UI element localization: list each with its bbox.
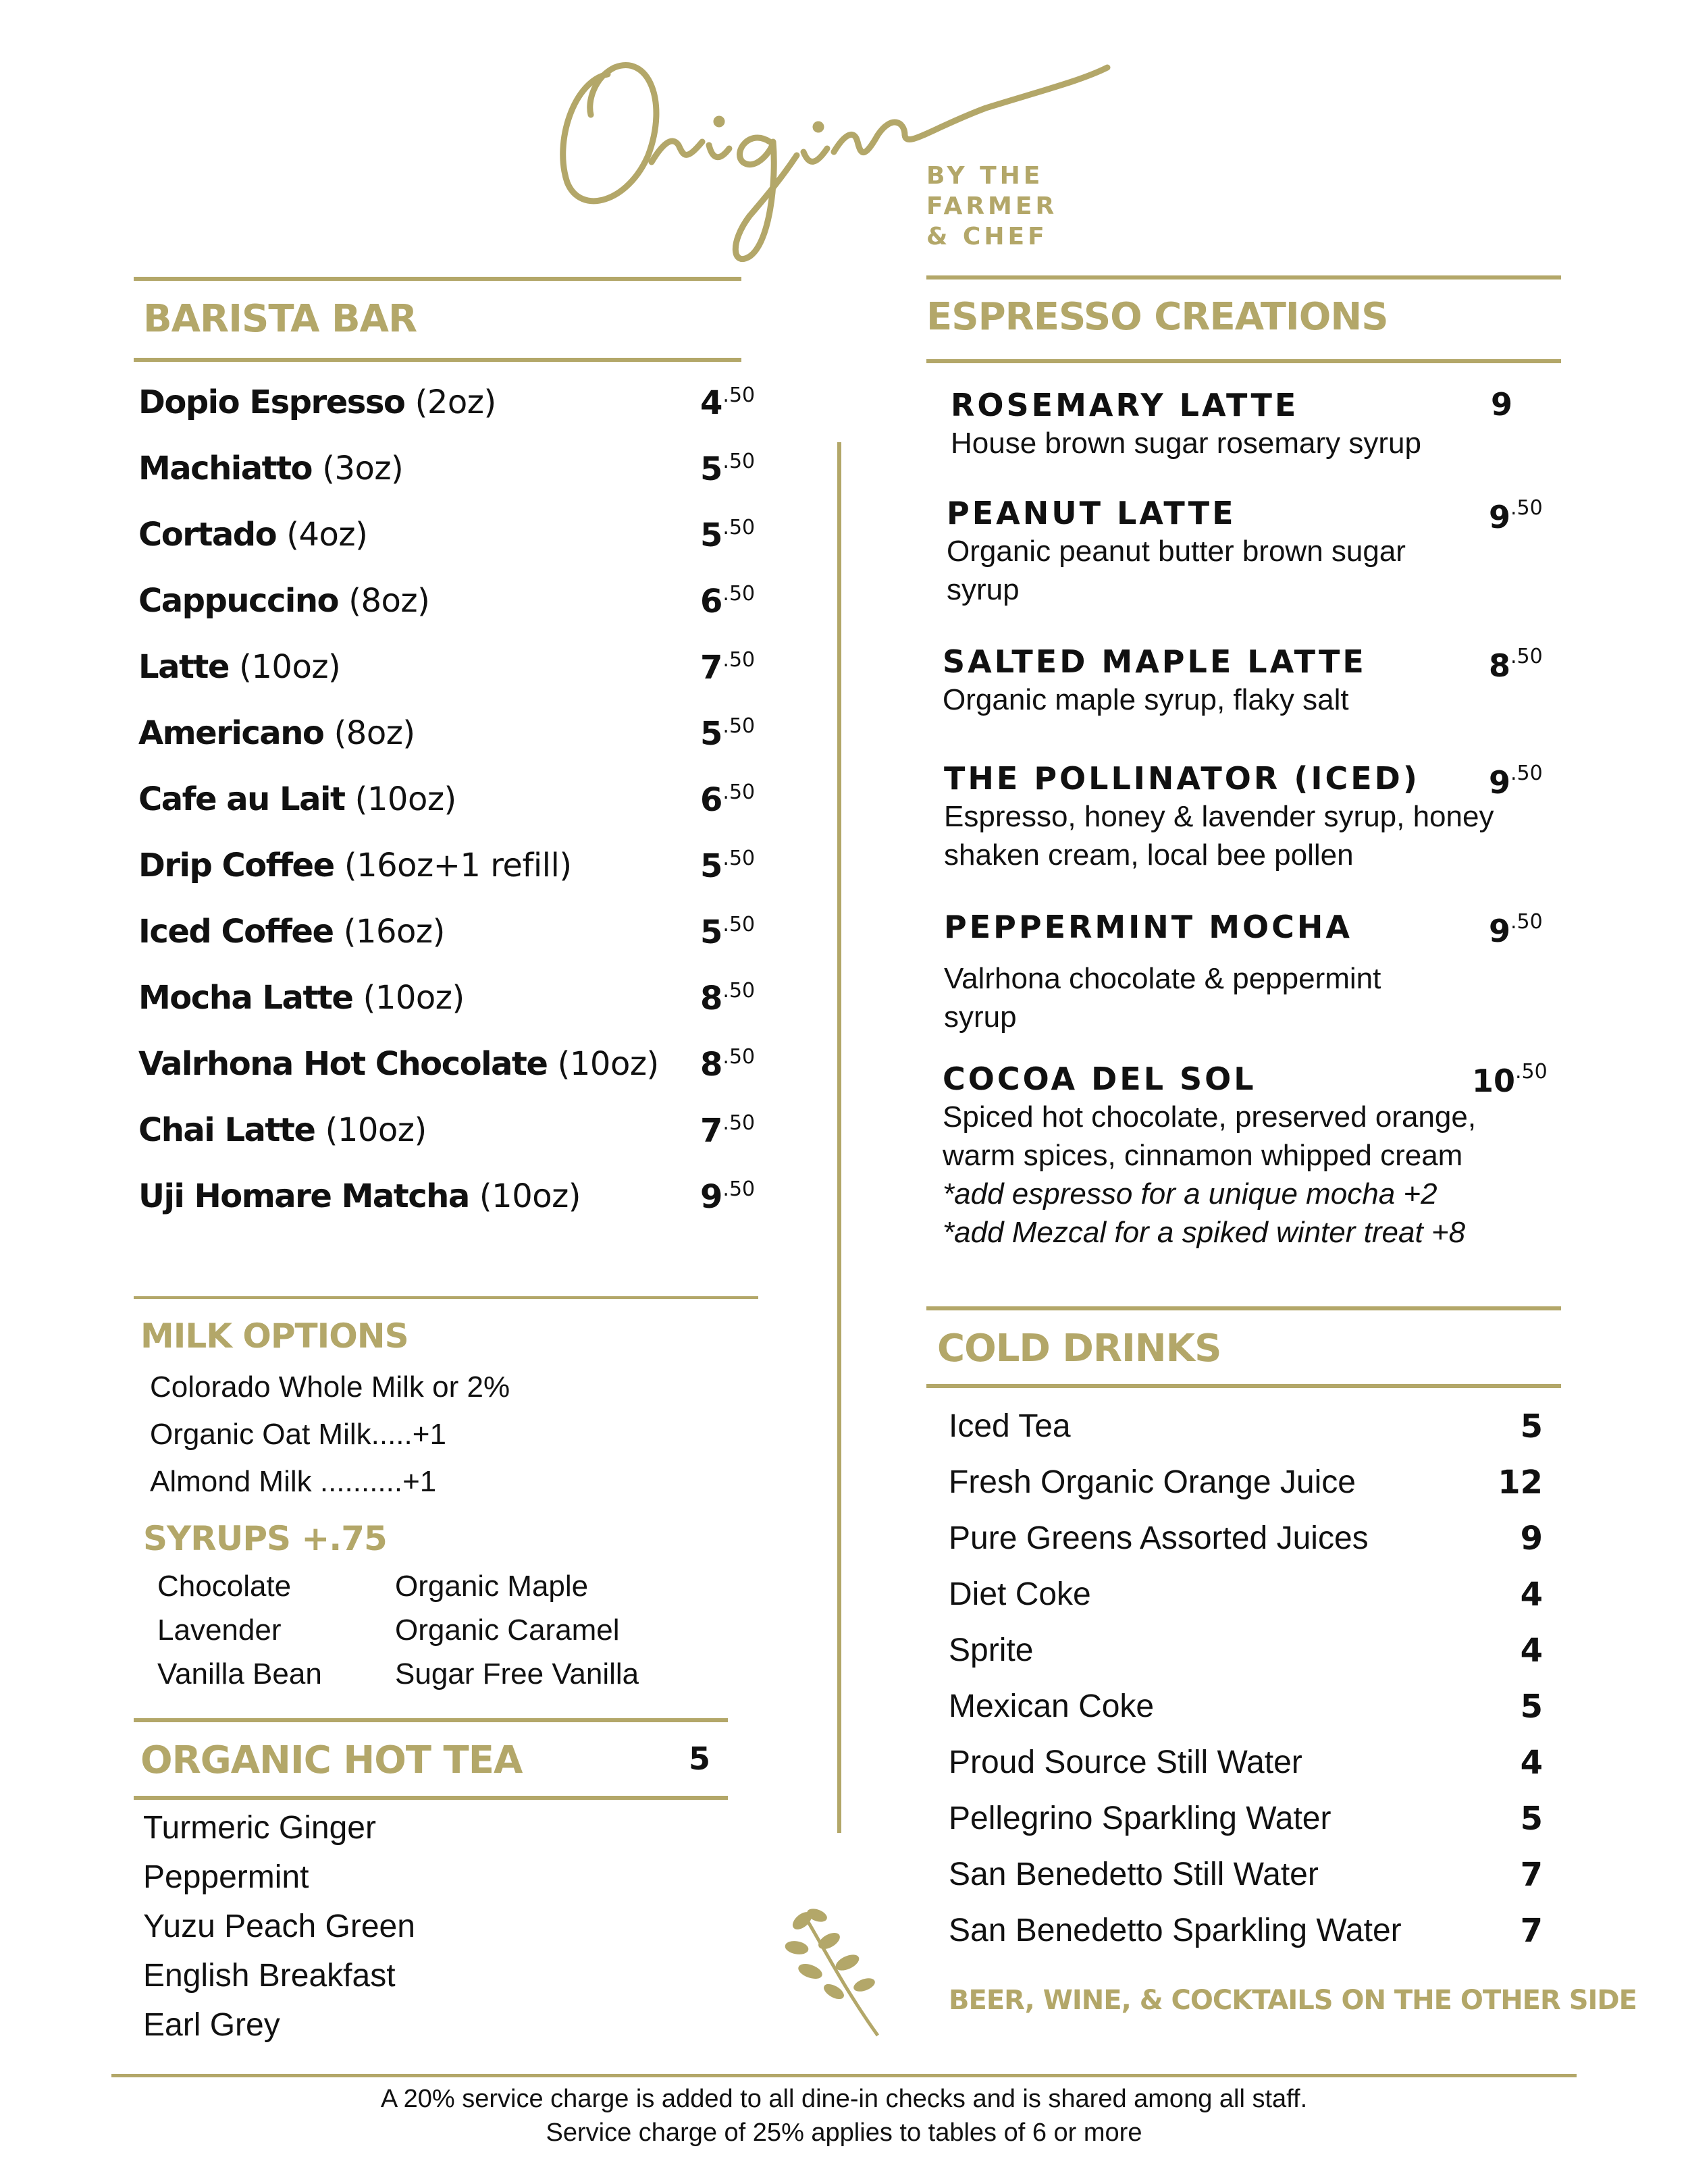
item-size: (16oz): [343, 913, 445, 951]
item-title: Drip Coffee: [138, 847, 334, 884]
espresso-item-desc: shaken cream, local bee pollen: [944, 838, 1354, 872]
barista-item: [138, 383, 766, 444]
barista-item-price: [700, 847, 755, 885]
price-dollars: 7: [700, 1112, 723, 1150]
item-size: (10oz): [239, 648, 341, 686]
item-title: Cafe au Lait: [138, 780, 345, 818]
cold-drink-item: [949, 1688, 1543, 1742]
barista-item: [138, 450, 766, 510]
milk-item: Almond Milk ..........+1: [150, 1465, 437, 1498]
item-title: Chai Latte: [138, 1111, 315, 1149]
price-cents: .50: [1515, 1060, 1548, 1084]
espresso-item-desc: warm spices, cinnamon whipped cream: [943, 1139, 1463, 1172]
barista-item: [138, 979, 766, 1040]
tea-item: Earl Grey: [143, 2007, 280, 2043]
cold-drink-price: 5: [1520, 1408, 1543, 1445]
espresso-item-note: *add Mezcal for a spiked winter treat +8: [943, 1216, 1466, 1249]
espresso-item: [944, 760, 1552, 874]
item-size: (10oz): [325, 1111, 427, 1149]
barista-item: [138, 582, 766, 643]
barista-item-name: [138, 450, 403, 487]
price-dollars: 9: [1489, 764, 1511, 801]
price-dollars: 9: [1489, 913, 1511, 949]
espresso-item-desc: syrup: [947, 573, 1020, 606]
espresso-item: [947, 494, 1554, 609]
price-cents: .50: [1510, 496, 1543, 520]
espresso-item-desc: Spiced hot chocolate, preserved orange,: [943, 1100, 1477, 1134]
barista-item: [138, 913, 766, 974]
espresso-item-desc: Espresso, honey & lavender syrup, honey: [944, 800, 1494, 833]
cold-drink-name: Pure Greens Assorted Juices: [949, 1520, 1369, 1556]
tea-top-rule: [134, 1718, 728, 1722]
barista-item-price: [700, 979, 755, 1017]
espresso-item: [943, 1060, 1550, 1252]
barista-item: [138, 780, 766, 841]
espresso-item-price: [1472, 1060, 1548, 1099]
espresso-item-price: [1491, 386, 1512, 423]
syrup-item: Organic Caramel: [395, 1614, 620, 1647]
item-title: Americano: [138, 714, 324, 752]
cold-drink-item: [949, 1632, 1543, 1686]
barista-bar-title: BARISTA BAR: [143, 297, 417, 341]
hot-tea-title: ORGANIC HOT TEA: [140, 1738, 523, 1782]
cold-drink-item: [949, 1744, 1543, 1798]
cold-drink-name: Pellegrino Sparkling Water: [949, 1801, 1331, 1836]
cold-drink-name: Sprite: [949, 1632, 1034, 1668]
price-dollars: 4: [700, 384, 723, 422]
price-cents: .50: [722, 383, 756, 407]
cold-drink-item: [949, 1576, 1543, 1630]
logo-tagline: [926, 161, 1057, 252]
barista-item: [138, 516, 766, 577]
cold-drink-name: Fresh Organic Orange Juice: [949, 1464, 1356, 1500]
center-divider: [837, 442, 841, 1833]
espresso-item-desc: syrup: [944, 1001, 1017, 1034]
barista-item-price: [700, 383, 755, 422]
espresso-item-price: [1489, 910, 1543, 949]
price-cents: .50: [722, 979, 756, 1003]
syrup-item: Lavender: [157, 1614, 282, 1647]
price-dollars: 9: [700, 1178, 723, 1216]
barista-item: [138, 847, 766, 907]
tagline-line: BY THE: [926, 162, 1044, 190]
cold-drink-name: San Benedetto Sparkling Water: [949, 1913, 1402, 1948]
price-cents: .50: [1510, 762, 1543, 785]
barista-item-name: [138, 714, 415, 752]
item-size: (16oz+1 refill): [344, 847, 572, 884]
barista-item-name: [138, 582, 429, 620]
cold-drink-name: Diet Coke: [949, 1576, 1091, 1612]
price-cents: .50: [722, 1111, 756, 1135]
cold-drink-price: 7: [1520, 1856, 1543, 1894]
price-dollars: 8: [1489, 647, 1511, 684]
espresso-item-name: ROSEMARY LATTE: [951, 387, 1299, 423]
cold-drink-item: [949, 1912, 1543, 1966]
milk-item: Colorado Whole Milk or 2%: [150, 1370, 510, 1404]
tagline-line: & CHEF: [926, 223, 1048, 250]
price-dollars: 6: [700, 781, 723, 819]
cold-drink-name: San Benedetto Still Water: [949, 1857, 1319, 1892]
footer-service-charge: A 20% service charge is added to all dine-in checks and is shared among all staff.: [380, 2085, 1308, 2113]
syrup-item: Organic Maple: [395, 1570, 589, 1603]
barista-item-name: [138, 383, 496, 421]
hot-tea-price: 5: [689, 1740, 711, 1777]
price-cents: .50: [722, 1045, 756, 1069]
item-size: (8oz): [334, 714, 415, 752]
cold-drink-item: [949, 1800, 1543, 1854]
espresso-item-desc: House brown sugar rosemary syrup: [951, 427, 1421, 460]
barista-item-price: [700, 516, 755, 554]
item-title: Cappuccino: [138, 582, 339, 620]
cold-drink-name: Mexican Coke: [949, 1688, 1155, 1724]
price-cents: .50: [1510, 910, 1543, 934]
cold-drink-price: 12: [1498, 1464, 1543, 1501]
barista-item-price: [700, 714, 755, 753]
footer-large-party: Service charge of 25% applies to tables of 6 or more: [546, 2119, 1142, 2147]
barista-item-price: [700, 582, 755, 620]
price-cents: .50: [722, 780, 756, 804]
espresso-item-desc: Valrhona chocolate & peppermint: [944, 962, 1381, 995]
item-title: Dopio Espresso: [138, 383, 405, 421]
price-cents: .50: [722, 582, 756, 606]
espresso-item-desc: Organic maple syrup, flaky salt: [943, 683, 1349, 716]
barista-item: [138, 1045, 766, 1106]
logo-script-text: Origin: [527, 27, 529, 28]
barista-item-price: [700, 780, 755, 819]
barista-item-price: [700, 1111, 755, 1150]
barista-item: [138, 648, 766, 709]
item-title: Mocha Latte: [138, 979, 353, 1017]
barista-item-name: [138, 516, 367, 554]
cold-drink-price: 4: [1520, 1576, 1543, 1614]
price-dollars: 6: [700, 583, 723, 620]
price-cents: .50: [722, 648, 756, 672]
cold-drink-price: 5: [1520, 1800, 1543, 1838]
tea-item: Yuzu Peach Green: [143, 1909, 415, 1944]
price-cents: .50: [722, 516, 756, 539]
barista-item-name: [138, 780, 456, 818]
espresso-item-note: *add espresso for a unique mocha +2: [943, 1177, 1438, 1210]
price-dollars: 9: [1491, 386, 1513, 423]
price-dollars: 5: [700, 847, 723, 885]
barista-item-price: [700, 913, 755, 951]
espresso-item-name: PEANUT LATTE: [947, 495, 1236, 531]
espresso-item: [944, 908, 1552, 1036]
barista-item: [138, 714, 766, 775]
espresso-item: [943, 643, 1550, 719]
barista-item-name: [138, 979, 465, 1017]
milk-top-rule: [134, 1296, 758, 1299]
cold-drink-price: 4: [1520, 1744, 1543, 1782]
milk-options-title: MILK OPTIONS: [140, 1316, 408, 1356]
item-title: Uji Homare Matcha: [138, 1177, 469, 1215]
price-cents: .50: [722, 847, 756, 870]
price-dollars: 8: [700, 980, 723, 1017]
cold-drinks-title: COLD DRINKS: [937, 1327, 1221, 1370]
item-title: Iced Coffee: [138, 913, 334, 951]
espresso-item-desc: Organic peanut butter brown sugar: [947, 535, 1406, 568]
barista-item-price: [700, 1177, 755, 1216]
cold-drink-name: Iced Tea: [949, 1408, 1071, 1444]
syrups-title: SYRUPS +.75: [143, 1519, 387, 1558]
price-dollars: 5: [700, 715, 723, 753]
price-dollars: 5: [700, 913, 723, 951]
footer-rule: [111, 2074, 1577, 2077]
barista-item-price: [700, 648, 755, 687]
syrup-item: Chocolate: [157, 1570, 292, 1603]
tea-item: Turmeric Ginger: [143, 1810, 376, 1846]
syrup-item: Vanilla Bean: [157, 1657, 322, 1690]
espresso-item-price: [1489, 645, 1543, 684]
cold-top-rule: [926, 1306, 1561, 1310]
cold-drink-price: 7: [1520, 1912, 1543, 1950]
price-cents: .50: [722, 1177, 756, 1201]
espresso-item-name: COCOA DEL SOL: [943, 1061, 1257, 1097]
item-size: (4oz): [286, 516, 368, 554]
cold-drink-price: 5: [1520, 1688, 1543, 1726]
tea-bottom-rule: [134, 1796, 728, 1800]
price-dollars: 8: [700, 1046, 723, 1084]
barista-item-name: [138, 1045, 659, 1083]
price-dollars: 5: [700, 450, 723, 488]
tea-item: English Breakfast: [143, 1958, 396, 1994]
price-dollars: 10: [1472, 1063, 1516, 1099]
barista-item: [138, 1111, 766, 1172]
cold-drink-price: 4: [1520, 1632, 1543, 1670]
syrup-item: Sugar Free Vanilla: [395, 1657, 639, 1690]
espresso-creations-title: ESPRESSO CREATIONS: [926, 295, 1388, 339]
cold-drink-item: [949, 1464, 1543, 1518]
espresso-item-name: THE POLLINATOR (ICED): [944, 760, 1420, 797]
cold-bottom-rule: [926, 1384, 1561, 1388]
price-dollars: 9: [1489, 499, 1511, 535]
price-dollars: 5: [700, 516, 723, 554]
sprig-illustration: [776, 1900, 891, 2042]
barista-item-price: [700, 450, 755, 488]
espresso-bottom-rule: [926, 359, 1561, 363]
item-size: (2oz): [415, 383, 496, 421]
barista-item-name: [138, 913, 445, 951]
espresso-item-price: [1489, 762, 1543, 801]
item-size: (10oz): [557, 1045, 659, 1083]
item-title: Valrhona Hot Chocolate: [138, 1045, 548, 1083]
price-cents: .50: [1510, 645, 1543, 668]
item-title: Latte: [138, 648, 229, 686]
cold-drink-item: [949, 1856, 1543, 1910]
barista-item-name: [138, 1111, 427, 1149]
espresso-item-name: PEPPERMINT MOCHA: [944, 909, 1352, 945]
espresso-top-rule: [926, 275, 1561, 279]
price-cents: .50: [722, 450, 756, 473]
espresso-item-name: SALTED MAPLE LATTE: [943, 643, 1367, 680]
barista-bottom-rule: [134, 358, 741, 362]
other-side-note: BEER, WINE, & COCKTAILS ON THE OTHER SIDE: [949, 1985, 1637, 2016]
espresso-item: [951, 386, 1558, 462]
item-size: (3oz): [322, 450, 404, 487]
barista-top-rule: [134, 277, 741, 281]
item-size: (10oz): [363, 979, 465, 1017]
item-size: (10oz): [479, 1177, 581, 1215]
barista-item-name: [138, 648, 340, 686]
item-title: Cortado: [138, 516, 277, 554]
cold-drink-price: 9: [1520, 1520, 1543, 1557]
espresso-item-price: [1489, 496, 1543, 535]
cold-drink-item: [949, 1408, 1543, 1462]
price-cents: .50: [722, 714, 756, 738]
barista-item: [138, 1177, 766, 1238]
cold-drink-name: Proud Source Still Water: [949, 1744, 1302, 1780]
tagline-line: FARMER: [926, 192, 1058, 220]
item-title: Machiatto: [138, 450, 312, 487]
item-size: (8oz): [348, 582, 430, 620]
barista-item-name: [138, 1177, 581, 1215]
milk-item: Organic Oat Milk.....+1: [150, 1418, 446, 1451]
price-dollars: 7: [700, 649, 723, 687]
barista-item-price: [700, 1045, 755, 1084]
tea-item: Peppermint: [143, 1859, 309, 1895]
price-cents: .50: [722, 913, 756, 936]
barista-item-name: [138, 847, 572, 884]
item-size: (10oz): [354, 780, 456, 818]
cold-drink-item: [949, 1520, 1543, 1574]
